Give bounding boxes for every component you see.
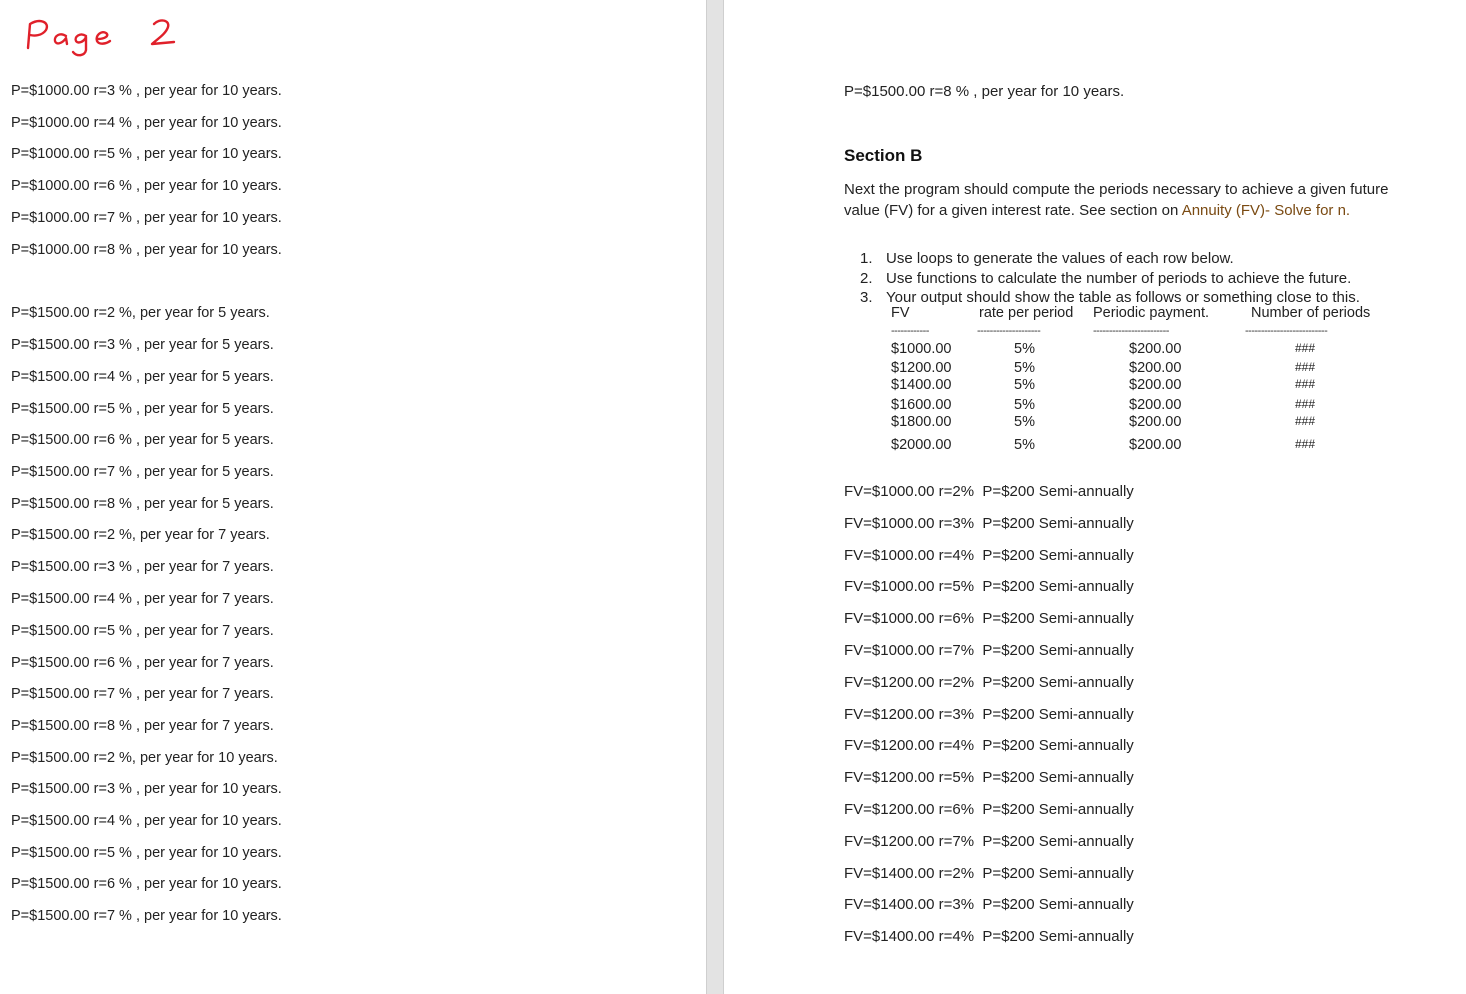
left-line: P=$1500.00 r=2 %, per year for 7 years. [11,527,270,543]
left-line: P=$1500.00 r=8 % , per year for 7 years. [11,718,274,734]
left-line: P=$1000.00 r=4 % , per year for 10 years. [11,115,282,131]
handwritten-page-label-drawing [24,14,184,60]
table-cell: 5% [1014,397,1035,413]
fv-line: FV=$1000.00 r=3% P=$200 Semi-annually [844,514,1134,532]
fv-line: FV=$1200.00 r=5% P=$200 Semi-annually [844,769,1134,787]
left-line: P=$1000.00 r=8 % , per year for 10 years. [11,242,282,258]
table-cell: $200.00 [1129,397,1182,413]
left-line: P=$1500.00 r=6 % , per year for 10 years. [11,876,282,892]
left-line: P=$1500.00 r=4 % , per year for 7 years. [11,591,274,607]
left-line: P=$1500.00 r=6 % , per year for 5 years. [11,432,274,448]
table-cell: $1400.00 [891,377,952,393]
fv-line: FV=$1000.00 r=4% P=$200 Semi-annually [844,546,1134,564]
table-cell: $200.00 [1129,437,1182,453]
table-cell: 5% [1014,377,1035,393]
table-cell: $200.00 [1129,360,1182,376]
left-line: P=$1500.00 r=7 % , per year for 5 years. [11,464,274,480]
table-header-payment: Periodic payment. [1093,305,1210,321]
fv-line: FV=$1000.00 r=7% P=$200 Semi-annually [844,642,1134,659]
table-divider: ------------------------ [1093,325,1169,337]
left-line: P=$1500.00 r=5 % , per year for 10 years. [11,845,282,861]
table-cell: 5% [1014,414,1035,430]
left-line: P=$1500.00 r=7 % , per year for 7 years. [11,686,274,702]
table-cell: ### [1295,397,1316,411]
left-page [0,0,706,994]
list-text: Your output should show the table as follows or something close to this. [886,289,1360,306]
paragraph-text: Next the program should compute the periods necessary to achieve a given future value (FV) for a given interest rate. See section on [844,181,1389,219]
page-gutter [706,0,724,994]
left-line: P=$1500.00 r=4 % , per year for 10 years. [11,813,282,829]
fv-line: FV=$1400.00 r=4% P=$200 Semi-annually [844,928,1134,946]
list-number: 3. [860,289,873,306]
left-line: P=$1500.00 r=3 % , per year for 7 years. [11,559,274,575]
left-line: P=$1000.00 r=5 % , per year for 10 years. [11,146,282,162]
left-line: P=$1500.00 r=3 % , per year for 5 years. [11,337,274,353]
table-divider: ------------ [891,325,929,337]
fv-line: FV=$1200.00 r=3% P=$200 Semi-annually [844,705,1134,723]
table-cell: 5% [1014,437,1035,453]
fv-line: FV=$1400.00 r=2% P=$200 Semi-annually [844,864,1134,882]
list-text: Use loops to generate the values of each row below. [886,250,1234,267]
table-cell: ### [1295,377,1316,391]
fv-line: FV=$1200.00 r=7% P=$200 Semi-annually [844,832,1134,850]
right-page [724,0,1466,994]
left-line: P=$1500.00 r=4 % , per year for 5 years. [11,369,274,385]
table-cell: $1000.00 [891,341,952,357]
fv-line: FV=$1000.00 r=6% P=$200 Semi-annually [844,610,1134,628]
table-divider: -------------------------- [1245,325,1328,337]
fv-line: FV=$1200.00 r=4% P=$200 Semi-annually [844,737,1134,755]
instruction-list [860,249,1360,308]
section-title: Section B [844,146,923,165]
fv-line: FV=$1000.00 r=5% P=$200 Semi-annually [844,578,1134,596]
table-cell: 5% [1014,341,1035,357]
table-cell: ### [1295,341,1316,355]
list-text: Use functions to calculate the number of periods to achieve the future. [886,270,1352,287]
left-line: P=$1000.00 r=7 % , per year for 10 years. [11,210,282,226]
table-divider: -------------------- [977,325,1041,337]
table-cell: $1800.00 [891,414,952,430]
right-top-line: P=$1500.00 r=8 % , per year for 10 years. [844,83,1125,100]
list-item [860,249,1360,269]
table-cell: $1200.00 [891,360,952,376]
left-line: P=$1500.00 r=3 % , per year for 10 years. [11,781,282,797]
table-cell: $200.00 [1129,341,1182,357]
table-header-fv: FV [891,305,910,321]
left-line: P=$1500.00 r=2 %, per year for 5 years. [11,305,270,321]
table-cell: ### [1295,437,1316,451]
table-cell: ### [1295,360,1316,374]
left-line: P=$1500.00 r=7 % , per year for 10 years. [11,908,282,924]
annuity-link[interactable]: Annuity (FV)- Solve for n. [1181,201,1351,219]
fv-line: FV=$1200.00 r=2% P=$200 Semi-annually [844,673,1134,691]
table-cell: $200.00 [1129,414,1182,430]
table-cell: ### [1295,414,1316,428]
list-number: 1. [860,250,873,267]
left-line: P=$1000.00 r=6 % , per year for 10 years. [11,178,282,194]
table-cell: $1600.00 [891,397,952,413]
handwritten-page-label [24,14,184,65]
left-line: P=$1500.00 r=8 % , per year for 5 years. [11,496,274,512]
left-line: P=$1500.00 r=5 % , per year for 7 years. [11,623,274,639]
fv-line: FV=$1400.00 r=3% P=$200 Semi-annually [844,896,1134,914]
left-line: P=$1500.00 r=5 % , per year for 5 years. [11,401,274,417]
left-line: P=$1500.00 r=6 % , per year for 7 years. [11,655,274,671]
fv-line: FV=$1000.00 r=2% P=$200 Semi-annually [844,483,1134,500]
table-cell: $200.00 [1129,377,1182,393]
left-line: P=$1500.00 r=2 %, per year for 10 years. [11,750,278,766]
fv-line: FV=$1200.00 r=6% P=$200 Semi-annually [844,801,1134,818]
list-number: 2. [860,270,873,287]
section-paragraph [844,180,1424,221]
table-cell: $2000.00 [891,437,952,453]
table-header-periods: Number of periods [1251,305,1371,321]
left-line: P=$1000.00 r=3 % , per year for 10 years. [11,83,282,99]
table-cell: 5% [1014,360,1035,376]
table-header-rate: rate per period [979,305,1074,321]
list-item [860,269,1360,289]
